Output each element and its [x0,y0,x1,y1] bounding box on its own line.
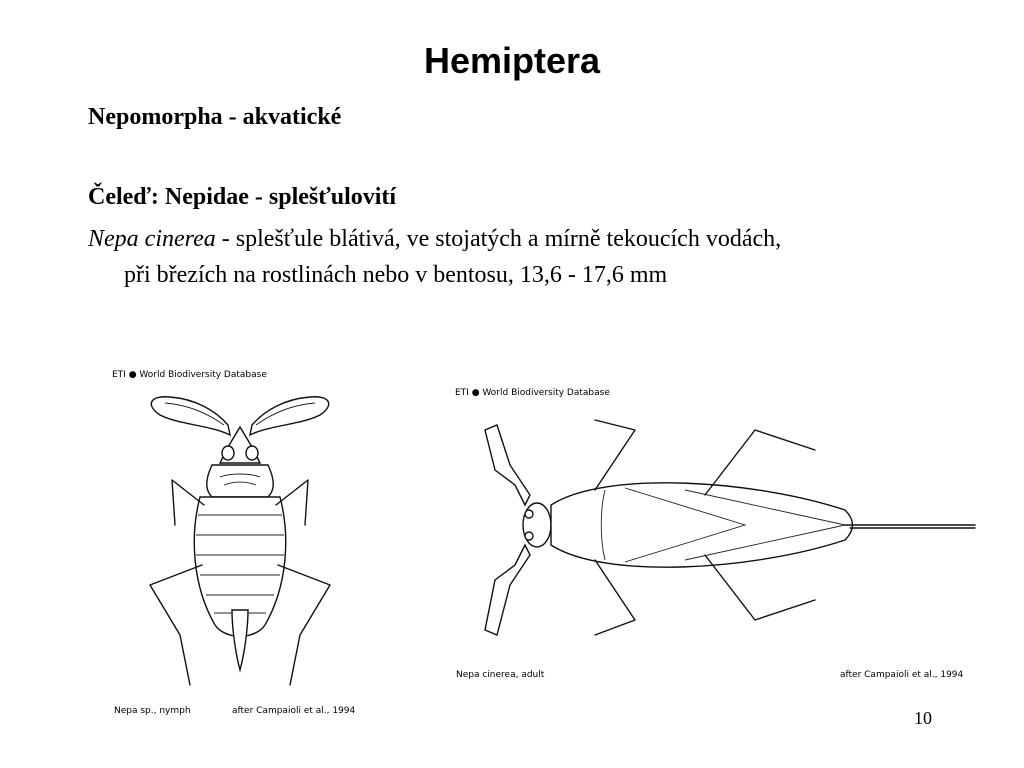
right-citation: after Campaioli et al., 1994 [840,670,964,680]
species-name: Nepa cinerea [88,226,216,252]
adult-illustration [455,410,985,650]
page-number: 10 [914,708,932,728]
slide-title: Hemiptera [423,40,601,81]
right-figure-header: ETI ● World Biodiversity Database [455,388,610,398]
right-caption: Nepa cinerea, adult [456,670,545,680]
species-description-continued: při březích na rostlinách nebo v bentosu, 13,6 - 17,6 mm [124,262,668,288]
left-figure-header: ETI ● World Biodiversity Database [112,370,267,380]
family-heading: Čeleď: Nepidae - splešťulovití [88,184,397,210]
species-description: - splešťule blátivá, ve stojatých a mírně tekoucích vodách, [215,226,782,252]
left-caption: Nepa sp., nymph [114,706,191,716]
subtitle: Nepomorpha - akvatické [88,104,342,130]
nymph-illustration [120,385,360,705]
species-line [88,226,781,253]
left-citation: after Campaioli et al., 1994 [232,706,356,716]
